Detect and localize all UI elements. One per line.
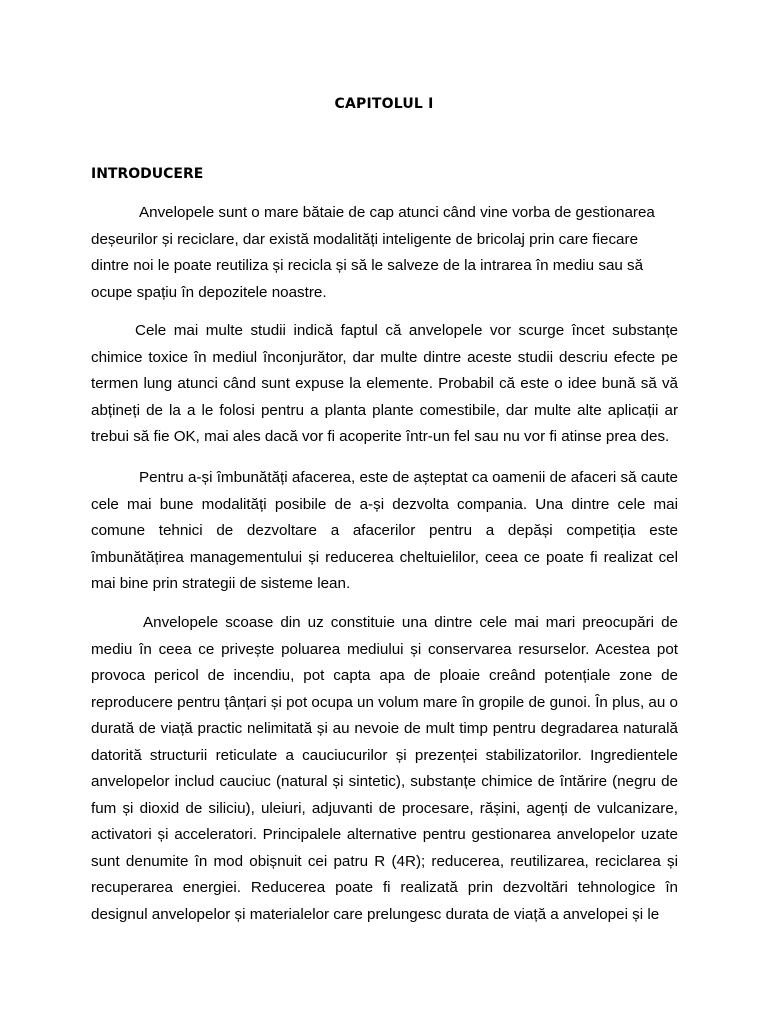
section-heading: INTRODUCERE [91,166,204,182]
paragraph-2: Cele mai multe studii indică faptul că anvelopele vor scurge încet substanțe chimice toxice în mediul înconjurător, dar multe dintre aceste studii descriu efecte pe termen lung atunci când sunt expuse la elemente. Probabil că este o idee bună să vă abțineți de la a le folosi pentru a planta plante comestibile, dar multe alte aplicații ar trebui să fie OK, mai ales dacă vor fi acoperite într-un fel sau nu vor fi atinse prea des. [91,322,678,445]
chapter-title: CAPITOLUL I [334,96,434,112]
paragraph-3: Pentru a-și îmbunătăți afacerea, este de așteptat ca oamenii de afaceri să caute cele mai bune modalități posibile de a-și dezvolta compania. Una dintre cele mai comune tehnici de dezvoltare a afacerilor pentru a depăși competiția este îmbunătățirea managementului și reducerea cheltuielilor, ceea ce poate fi realizat cel mai bine prin strategii de sisteme lean. [91,469,678,592]
paragraph-4: Anvelopele scoase din uz constituie una dintre cele mai mari preocupări de mediu în ceea ce privește poluarea mediului și conservarea resurselor. Acestea pot provoca pericol de incendiu, pot capta apa de ploaie creând potențiale zone de reproducere pentru țânțari și pot ocupa un volum mare în gropile de gunoi. În plus, au o durată de viață practic nelimitată și au nevoie de mult timp pentru degradarea naturală datorită structurii reticulate a cauciucurilor și prezenței stabilizatorilor. Ingredientele anvelopelor includ cauciuc (natural și sintetic), substanțe chimice de întărire (negru de fum și dioxid de siliciu), uleiuri, adjuvanti de procesare, rășini, agenți de vulcanizare, activatori și acceleratori. Principalele alternative pentru gestionarea anvelopelor uzate sunt denumite în mod obișnuit cei patru R (4R); reducerea, reutilizarea, reciclarea și recuperarea energiei. Reducerea poate fi realizată prin dezvoltări tehnologice în designul anvelopelor și materialelor care prelungesc durata de viață a anvelopei și le [91,614,678,923]
paragraph-1: Anvelopele sunt o mare bătaie de cap atunci când vine vorba de gestionarea deșeurilor și reciclare, dar există modalități inteligente de bricolaj prin care fiecare dintre noi le poate reutiliza și recicla și să le salveze de la intrarea în mediu sau să ocupe spațiu în depozitele noastre. [91,204,655,301]
